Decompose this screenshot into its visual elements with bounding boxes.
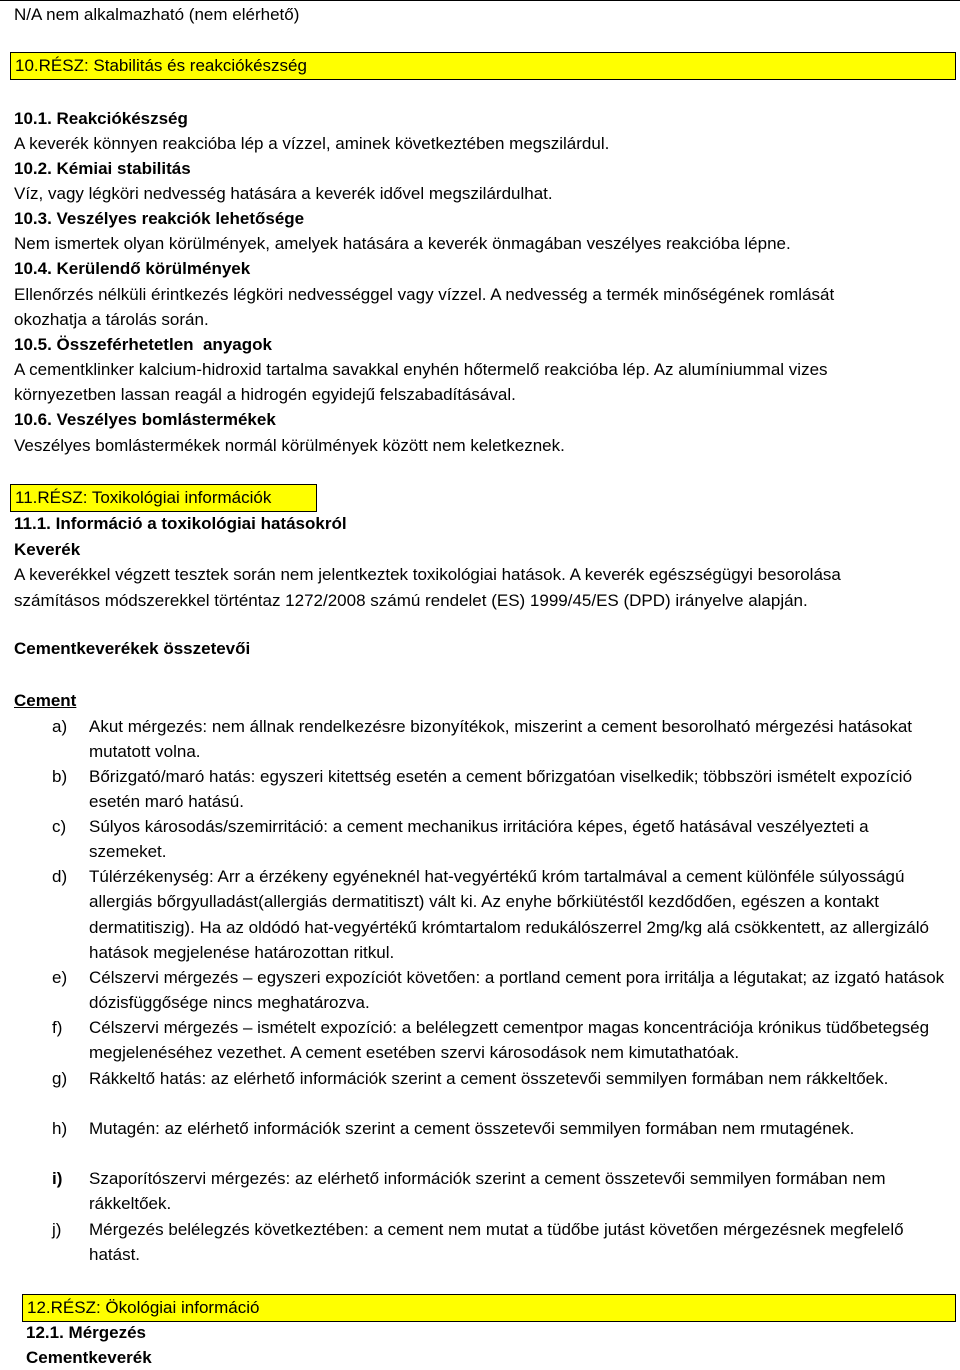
item-c-text: Súlyos károsodás/szemirritáció: a cement mechanikus irritációra képes, égető hatásával veszélyezteti a szemeket. [89, 817, 869, 862]
item-g-letter: g) [52, 1069, 68, 1088]
top-rule [0, 0, 960, 1]
item-f-letter: f) [52, 1018, 63, 1037]
mixture-label: Keverék [14, 540, 81, 559]
item-e-letter: e) [52, 968, 68, 987]
components-heading: Cementkeverékek összetevői [14, 639, 251, 658]
item-b-letter: b) [52, 767, 68, 786]
intro-line: N/A nem alkalmazható (nem elérhető) [14, 5, 300, 24]
item-i-text: Szaporítószervi mérgezés: az elérhető információk szerint a cement összetevői semmilyen formában nem rákkeltőek. [89, 1169, 886, 1214]
section-11-text-2: számításos módszerekkel történtaz 1272/2008 számú rendelet (ES) 1999/45/ES (DPD) irányelve alapján. [14, 591, 808, 610]
item-c-letter: c) [52, 817, 67, 836]
section-10-5-text-1: A cementklinker kalcium-hidroxid tartalma savakkal enyhén hőtermelő reakcióba lép. Az alumíniummal vizes [14, 360, 828, 379]
section-10-2-title: 10.2. Kémiai stabilitás [14, 159, 191, 178]
cement-heading: Cement [14, 691, 77, 710]
section-10-1-text: A keverék könnyen reakcióba lép a vízzel, aminek következtében megszilárdul. [14, 134, 610, 153]
section-12-1-title: 12.1. Mérgezés [26, 1323, 147, 1342]
section-11-header: 11.RÉSZ: Toxikológiai információk [10, 484, 317, 512]
item-g-text: Rákkeltő hatás: az elérhető információk szerint a cement összetevői semmilyen formában nem rákkeltőek. [89, 1069, 889, 1088]
item-h-text: Mutagén: az elérhető információk szerint a cement összetevői semmilyen formában nem rmutagének. [89, 1119, 855, 1138]
section-10-6-title: 10.6. Veszélyes bomlástermékek [14, 410, 276, 429]
cement-mixture-label: Cementkeverék [26, 1348, 152, 1367]
section-11-1-title: 11.1. Információ a toxikológiai hatásokról [14, 514, 347, 533]
item-h-letter: h) [52, 1119, 68, 1138]
item-j-letter: j) [52, 1220, 62, 1239]
item-j-text: Mérgezés belélegzés következtében: a cement nem mutat a tüdőbe jutást követően mérgezésnek megfelelő hatást. [89, 1220, 904, 1265]
section-10-2-text: Víz, vagy légköri nedvesség hatására a keverék idővel megszilárdulhat. [14, 184, 553, 203]
item-f-text: Célszervi mérgezés – ismételt expozíció: a belélegzett cementpor magas koncentrációja krónikus tüdőbetegség megjelenéséhez vezethet. A cement esetében szervi károsodások nem kimutathatóak. [89, 1018, 930, 1063]
item-e-text: Célszervi mérgezés – egyszeri expozíciót követően: a portland cement pora irritálja a légutakat; az izgató hatások dózisfüggősége nincs meghatározva. [89, 968, 945, 1013]
item-i-letter: i) [52, 1169, 63, 1188]
section-10-3-title: 10.3. Veszélyes reakciók lehetősége [14, 209, 305, 228]
section-10-4-text-1: Ellenőrzés nélküli érintkezés légköri nedvességgel vagy vízzel. A nedvesség a termék minőségének romlását [14, 285, 835, 304]
item-a-text: Akut mérgezés: nem állnak rendelkezésre bizonyítékok, miszerint a cement besorolható mérgezési hatásokat mutatott volna. [89, 717, 913, 762]
item-a-letter: a) [52, 717, 68, 736]
section-10-4-text-2: okozhatja a tárolás során. [14, 310, 209, 329]
section-10-1-title: 10.1. Reakciókészség [14, 109, 188, 128]
item-d-text: Túlérzékenység: Arr a érzékeny egyéneknél hat-vegyértékű króm tartalmával a cement különféle súlyosságú allergiás bőrgyulladást(allergiás dermatitiszt) vált ki. Az enyhe bőrkiütéstől kezdődően, egészen a kontakt dermatitiszig). Ha az oldódó hat-vegyértékű krómtartalom redukálószerrel 2mg/kg alá csökkentett, az allergizáló hatások megjelenése határozottan ritkul. [89, 867, 929, 962]
item-d-letter: d) [52, 867, 68, 886]
section-10-4-title: 10.4. Kerülendő körülmények [14, 259, 251, 278]
item-b-text: Bőrizgató/maró hatás: egyszeri kitettség esetén a cement bőrizgatóan viselkedik; többszöri ismételt expozíció esetén maró hatású. [89, 767, 913, 812]
section-10-5-text-2: környezetben lassan reagál a hidrogén egyidejű felszabadításával. [14, 385, 516, 404]
section-10-3-text: Nem ismertek olyan körülmények, amelyek hatására a keverék önmagában veszélyes reakcióba lépne. [14, 234, 791, 253]
section-10-6-text: Veszélyes bomlástermékek normál körülmények között nem keletkeznek. [14, 436, 565, 455]
section-11-text-1: A keverékkel végzett tesztek során nem jelentkeztek toxikológiai hatások. A keverék egészségügyi besorolása [14, 565, 841, 584]
section-12-header: 12.RÉSZ: Ökológiai információ [22, 1294, 956, 1322]
section-10-5-title: 10.5. Összeférhetetlen anyagok [14, 335, 272, 354]
section-10-header: 10.RÉSZ: Stabilitás és reakciókészség [10, 52, 956, 80]
